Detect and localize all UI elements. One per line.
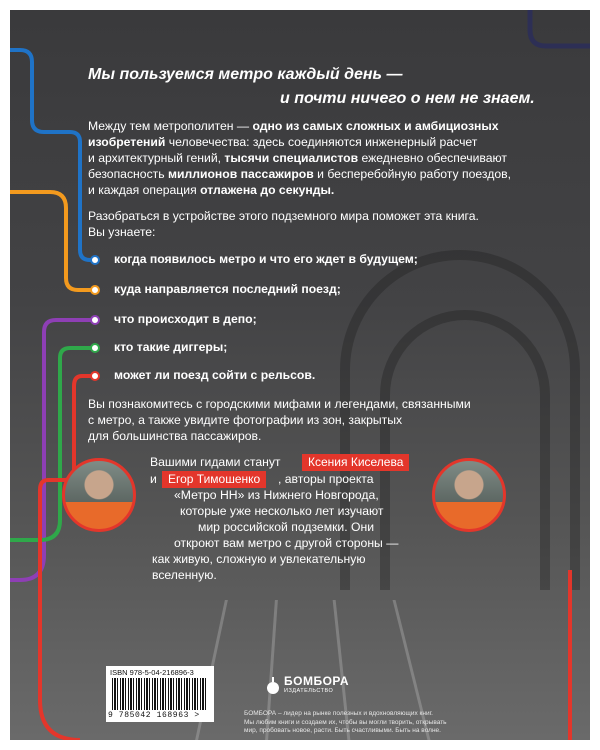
intro-emphasis: отлажена до секунды. bbox=[200, 183, 335, 197]
guide-name-egor: Егор Тимошенко bbox=[162, 471, 266, 488]
closing-line-2: с метро, а также увидите фотографии из зон, закрытых bbox=[88, 413, 403, 427]
intro-emphasis: одно из самых сложных и амбициозных bbox=[252, 119, 499, 133]
headline-line-2: и почти ничего о нем не знаем. bbox=[280, 90, 535, 107]
guides-line-2: «Метро НН» из Нижнего Новгорода, bbox=[174, 488, 379, 502]
closing-line-1: Вы познакомитесь с городскими мифами и легендами, связанными bbox=[88, 397, 471, 411]
book-back-cover bbox=[10, 10, 590, 740]
intro-text: и каждая операция bbox=[88, 183, 201, 197]
intro-emphasis: изобретений bbox=[88, 135, 166, 149]
guides-line-3: которые уже несколько лет изучают bbox=[180, 504, 384, 518]
author-photo-kseniya bbox=[432, 458, 506, 532]
publisher-description bbox=[244, 710, 544, 736]
headline-line-1: Мы пользуемся метро каждый день — bbox=[88, 66, 403, 83]
barcode-digits: 9 785042 168963 > bbox=[108, 711, 200, 720]
bullet-item: кто такие диггеры; bbox=[114, 340, 228, 354]
publisher-desc-line: Мы любим книги и создаем их, чтобы вы могли творить, открывать bbox=[244, 718, 447, 726]
publisher-name: БОМБОРА bbox=[284, 674, 350, 688]
bullet-dot-orange bbox=[90, 285, 100, 295]
intro-line bbox=[88, 150, 558, 166]
publisher-desc-line: мир, пробовать новое, расти. Быть счастливыми. Быть на волне. bbox=[244, 727, 441, 734]
lead-line-2: Вы узнаете: bbox=[88, 225, 156, 239]
guides-line-6: как живую, сложную и увлекательную bbox=[152, 552, 366, 566]
bullet-item: может ли поезд сойти с рельсов. bbox=[114, 368, 316, 382]
publisher-desc-line: БОМБОРА – лидер на рынке полезных и вдохновляющих книг. bbox=[244, 710, 433, 717]
intro-emphasis: тысячи специалистов bbox=[224, 151, 359, 165]
guides-connector: и bbox=[150, 472, 157, 486]
bullet-dot-purple bbox=[90, 315, 100, 325]
intro-line bbox=[88, 166, 558, 182]
isbn-barcode-box bbox=[106, 666, 214, 722]
intro-line bbox=[88, 118, 558, 134]
intro-line bbox=[88, 182, 558, 198]
intro-text: безопасность bbox=[88, 167, 168, 181]
isbn-label: ISBN 978-5-04-216896-3 bbox=[110, 668, 194, 677]
bomb-icon bbox=[266, 674, 280, 696]
author-photo-egor bbox=[62, 458, 136, 532]
intro-text: и бесперебойную работу поездов, bbox=[313, 167, 511, 181]
bullet-item: куда направляется последний поезд; bbox=[114, 282, 341, 296]
bullet-item: что происходит в депо; bbox=[114, 312, 257, 326]
guides-line-7: вселенную. bbox=[152, 568, 217, 582]
guides-line-1-rest: , авторы проекта bbox=[278, 472, 374, 486]
lead-line-1: Разобраться в устройстве этого подземного мира поможет эта книга. bbox=[88, 209, 479, 223]
intro-line bbox=[88, 134, 558, 150]
intro-text: ежедневно обеспечивают bbox=[358, 151, 507, 165]
intro-text: человечества: здесь соединяются инженерный расчет bbox=[165, 135, 478, 149]
guides-line-5: откроют вам метро с другой стороны — bbox=[174, 536, 399, 550]
intro-text: Между тем метрополитен — bbox=[88, 119, 253, 133]
bullet-item: когда появилось метро и что его ждет в будущем; bbox=[114, 252, 418, 266]
intro-emphasis: миллионов пассажиров bbox=[167, 167, 314, 181]
intro-text: и архитектурный гений, bbox=[88, 151, 225, 165]
intro-paragraph bbox=[88, 118, 558, 198]
guides-prefix: Вашими гидами станут bbox=[150, 455, 281, 469]
bullet-dot-blue bbox=[90, 255, 100, 265]
guide-name-kseniya: Ксения Киселева bbox=[302, 454, 409, 471]
bullet-dot-green bbox=[90, 343, 100, 353]
publisher-sub: ИЗДАТЕЛЬСТВО bbox=[284, 688, 334, 694]
closing-line-3: для большинства пассажиров. bbox=[88, 429, 262, 443]
guides-line-4: мир российской подземки. Они bbox=[198, 520, 375, 534]
barcode-graphic bbox=[112, 678, 208, 710]
bullet-dot-red bbox=[90, 371, 100, 381]
